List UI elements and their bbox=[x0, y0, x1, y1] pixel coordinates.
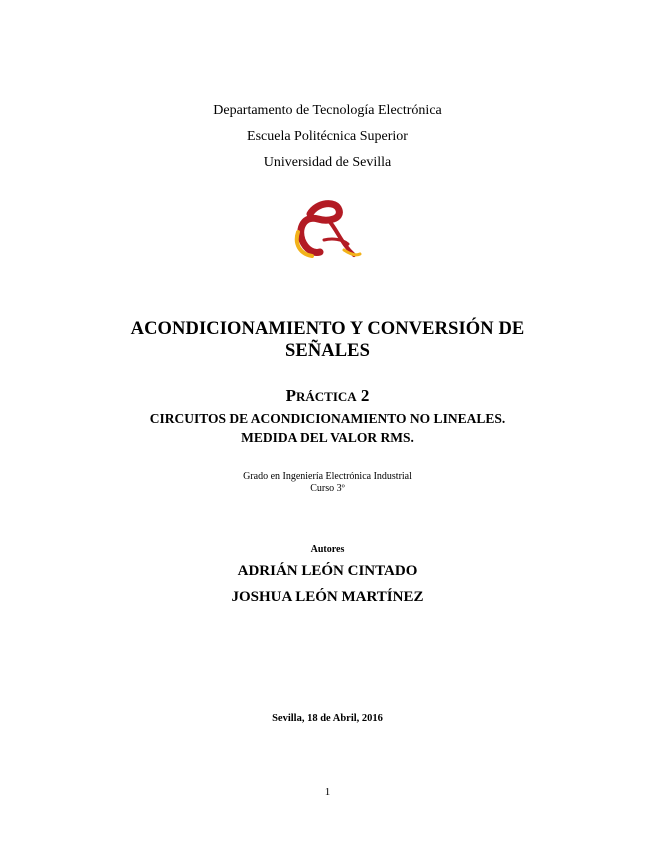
page-number: 1 bbox=[324, 786, 331, 798]
document-title-line-1: ACONDICIONAMIENTO Y CONVERSIÓN DE bbox=[130, 319, 525, 339]
document-title-line-2: SEÑALES bbox=[284, 341, 371, 361]
practica-number: 2 bbox=[360, 386, 370, 405]
practica-initial: P bbox=[285, 386, 296, 405]
logo-red-cross bbox=[324, 239, 348, 244]
practica-subtitle-line-1: CIRCUITOS DE ACONDICIONAMIENTO NO LINEALES. bbox=[149, 411, 506, 426]
author-name: JOSHUA LEÓN MARTÍNEZ bbox=[231, 589, 424, 605]
practica-subtitle-line-2: MEDIDA DEL VALOR RMS. bbox=[241, 430, 414, 445]
practica-word: RÁCTICA bbox=[295, 389, 357, 404]
university-name: Universidad de Sevilla bbox=[263, 155, 392, 170]
authors-label: Autores bbox=[310, 544, 345, 555]
degree-name: Grado en Ingeniería Electrónica Industrial bbox=[243, 471, 412, 482]
school-name: Escuela Politécnica Superior bbox=[247, 129, 408, 144]
department-name: Departamento de Tecnología Electrónica bbox=[213, 103, 442, 118]
university-logo-icon bbox=[284, 192, 364, 262]
author-name: ADRIÁN LEÓN CINTADO bbox=[237, 563, 418, 579]
course-year: Curso 3º bbox=[310, 483, 345, 494]
document-date: Sevilla, 18 de Abril, 2016 bbox=[272, 713, 383, 724]
practica-heading bbox=[0, 386, 655, 407]
